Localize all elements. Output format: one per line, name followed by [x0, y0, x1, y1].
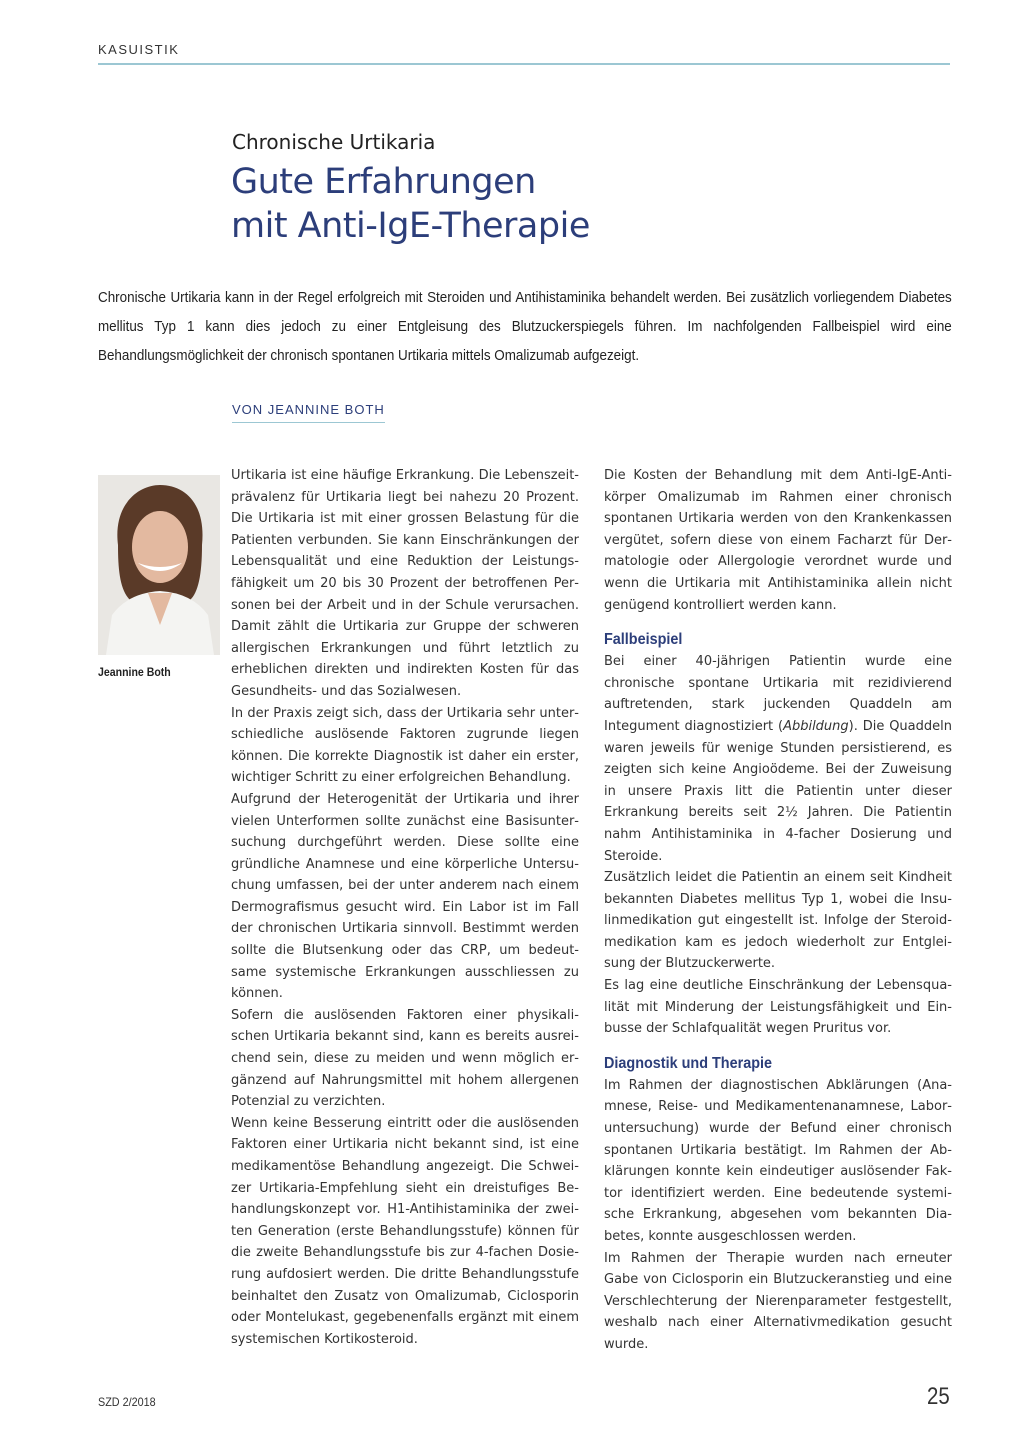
paragraph: Im Rahmen der diagnostischen Abklärungen (Anamnese, Reise- und Medikamentenanamnese, Laboruntersuchung) wurde der Befund einer chronisch spontanen Urtikaria bestätigt. Im Rahmen der Abklärungen konnte kein eindeutiger auslösender Faktor identifiziert werden. Eine bedeutende systemische Erkrankung, abgesehen vom bekannten Diabetes, konnte ausgeschlossen werden. [604, 1077, 952, 1244]
text-span: ). Die Quaddeln waren jeweils für wenige Stunden persistierend, es zeigten sich keine Angioödeme. Bei der Zuweisung in unsere Praxis litt die Patientin unter dieser Erkrankung bereits seit 2½ Jahren. Die Patientin nahm Antihistaminika in 4-facher Dosierung und Steroide. [604, 718, 952, 864]
author-photo [98, 475, 220, 655]
paragraph: Im Rahmen der Therapie wurden nach erneuter Gabe von Ciclosporin ein Blutzuckeranstieg und eine Verschlechterung der Nierenparameter festgestellt, weshalb nach einer Alternativmedikation gesucht wurde. [604, 1250, 952, 1352]
issue-label: SZD 2/2018 [98, 1395, 156, 1409]
paragraph: In der Praxis zeigt sich, dass der Urtikaria sehr unterschiedliche auslösende Faktoren zugrunde liegen können. Die korrekte Diagnostik ist daher ein erster, wichtiger Schritt zu einer erfolgreichen Behandlung. [231, 705, 579, 786]
section-label: KASUISTIK [98, 42, 180, 57]
paragraph: Aufgrund der Heterogenität der Urtikaria und ihrer vielen Unterformen sollte zunächst eine Basisuntersuchung durchgeführt werden. Diese sollte eine gründliche Anamnese und eine körperliche Untersuchung umfassen, bei der unter anderem nach einem Dermografismus gesucht wird. Ein Labor ist im Fall der chronischen Urtikaria sinnvoll. Bestimmt werden sollte die Blutsenkung oder das CRP, um bedeutsame systemische Erkrankungen ausschliessen zu können. [231, 791, 579, 1002]
section-heading-diagnostik: Diagnostik und Therapie [604, 1054, 773, 1072]
paragraph: Die Kosten der Behandlung mit dem Anti-IgE-Antikörper Omalizumab im Rahmen einer chronisch spontanen Urtikaria werden von den Krankenkassen vergütet, sofern diese von einem Facharzt für Dermatologie oder Allergologie verordnet wurde und wenn die Urtikaria mit Antihistaminika allein nicht genügend kontrolliert werden kann. [604, 468, 952, 613]
section-heading-fallbeispiel: Fallbeispiel [604, 631, 683, 649]
paragraph: Urtikaria ist eine häufige Erkrankung. Die Lebenszeitprävalenz für Urtikaria liegt bei nahezu 20 Prozent. Die Urtikaria ist mit einer grossen Belastung für die Patienten verbunden. Sie kann Einschränkungen der Lebensqualität und eine Reduktion der Leistungsfähigkeit um 20 bis 30 Prozent der betroffenen Personen bei der Arbeit und in der Schule verursachen. Damit zählt die Urtikaria zur Gruppe der schweren allergischen Erkrankungen und führt letztlich zu erheblichen direkten und indirekten Kosten für das Gesundheits- und das Sozialwesen. [231, 468, 579, 699]
column-1 [231, 465, 579, 1350]
article-kicker: Chronische Urtikaria [232, 130, 436, 154]
paragraph: Es lag eine deutliche Einschränkung der Lebensqualität mit Minderung der Leistungsfähigkeit und Einbusse der Schlafqualität wegen Pruritus vor. [604, 978, 952, 1037]
page-number: 25 [927, 1383, 950, 1410]
byline: VON JEANNINE BOTH [232, 402, 385, 423]
paragraph [604, 651, 952, 867]
title-line-2: mit Anti-IgE-Therapie [231, 206, 590, 246]
title-line-1: Gute Erfahrungen [231, 162, 536, 202]
paragraph: Sofern die auslösenden Faktoren einer physikalischen Urtikaria bekannt sind, kann es bereits ausreichend sein, diese zu meiden und wenn möglich ergänzend auf Nahrungsmittel mit hohem allergenen Potenzial zu verzichten. [231, 1007, 579, 1110]
article-title [231, 160, 590, 248]
author-portrait-image [98, 475, 220, 655]
figure-reference: Abbildung [783, 718, 849, 734]
header-divider [98, 63, 950, 65]
paragraph: Zusätzlich leidet die Patientin an einem seit Kindheit bekannten Diabetes mellitus Typ 1, wobei die Insulinmedikation gut eingestellt ist. Infolge der Steroidmedikation kam es jedoch wiederholt zur Entgleisung der Blutzuckerwerte. [604, 870, 952, 972]
photo-caption: Jeannine Both [98, 665, 171, 679]
paragraph: Wenn keine Besserung eintritt oder die auslösenden Faktoren einer Urtikaria nicht bekannt sind, ist eine medikamentöse Behandlung angezeigt. Die Schweizer Urtikaria-Empfehlung sieht ein dreistufiges Behandlungskonzept vor. H1-Antihistaminika der zweiten Generation (erste Behandlungsstufe) können für die zweite Behandlungsstufe bis zur 4-fachen Dosierung aufdosiert werden. Die dritte Behandlungsstufe beinhaltet den Zusatz von Omalizumab, Ciclosporin oder Montelukast, gegebenenfalls ergänzt mit einem systemischen Kortikosteroid. [231, 1115, 579, 1347]
text-span: Bei einer 40-jährigen Patientin wurde eine chronische spontane Urtikaria mit rezidivierend auftretenden, stark juckenden Quaddeln am Integument diagnostiziert ( [604, 654, 952, 734]
column-2 [604, 465, 952, 1356]
article-lead: Chronische Urtikaria kann in der Regel erfolgreich mit Steroiden und Antihistaminika behandelt werden. Bei zusätzlich vorliegendem Diabetes mellitus Typ 1 kann dies jedoch zu einer Entgleisung des Blutzuckerspiegels führen. Im nachfolgenden Fallbeispiel wird eine Behandlungsmöglichkeit der chronisch spontanen Urtikaria mittels Omalizumab aufgezeigt. [98, 290, 952, 364]
